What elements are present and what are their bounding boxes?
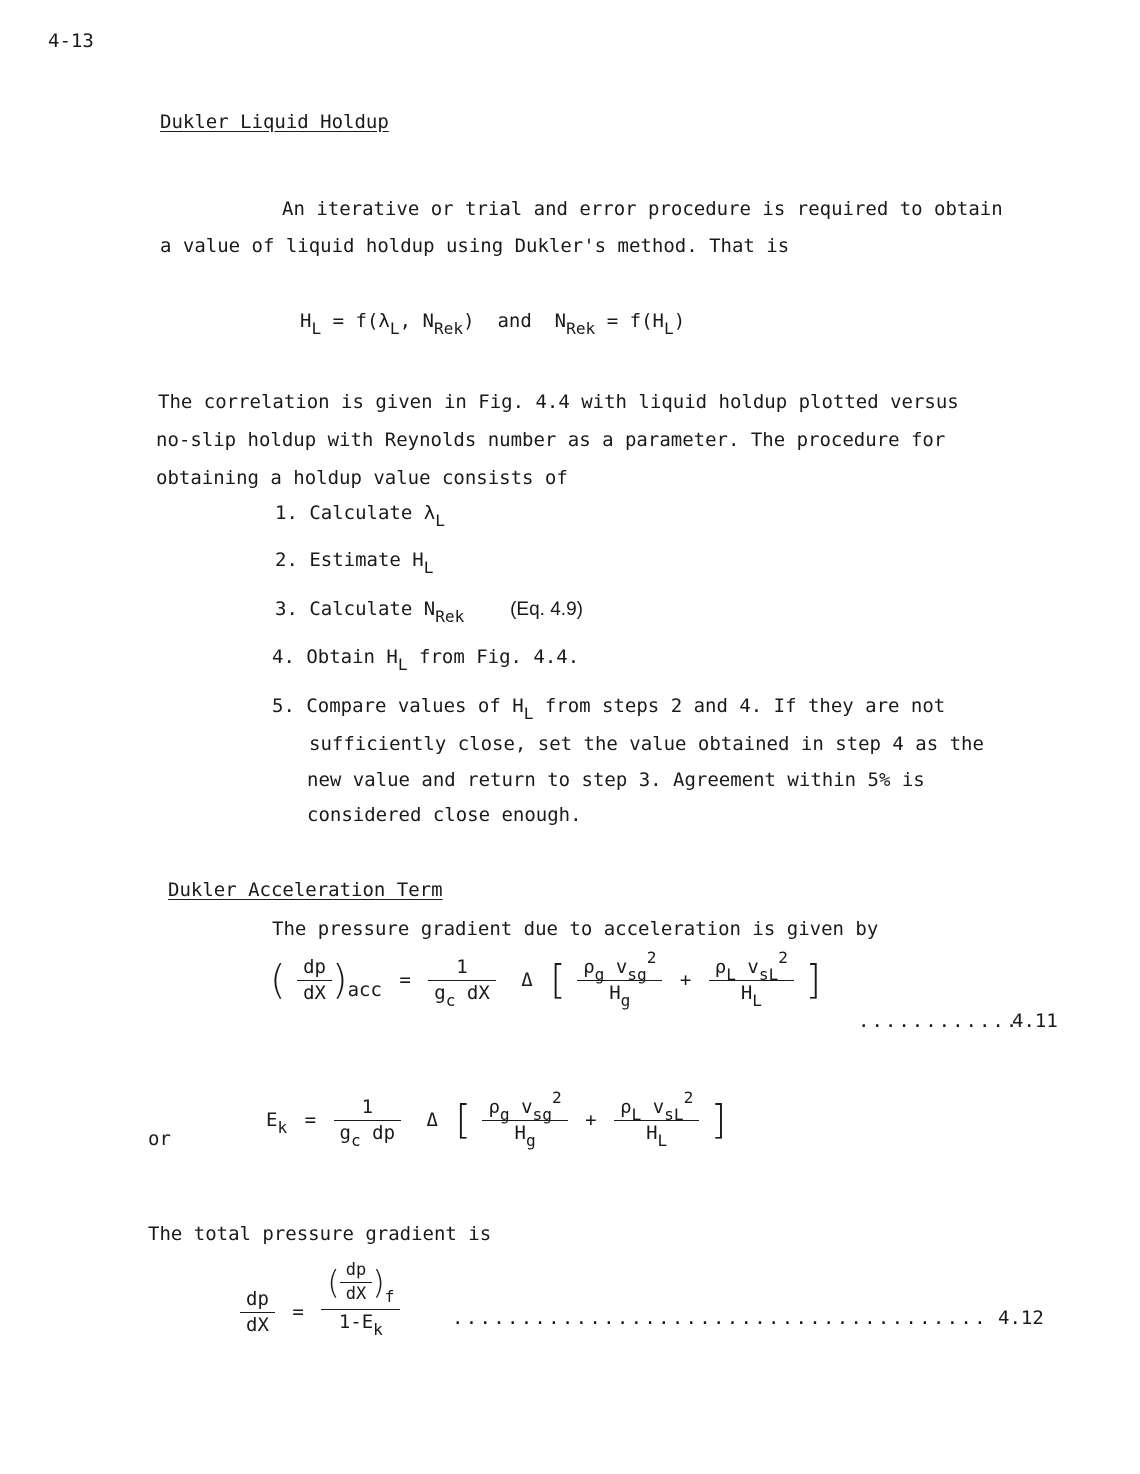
subscript: g xyxy=(620,991,631,1011)
symbol: E xyxy=(266,1109,278,1131)
bracket-open: [ xyxy=(550,957,566,1004)
fraction-1-gc-dX xyxy=(428,956,496,1011)
denominator xyxy=(577,981,662,1011)
equation-4-11 xyxy=(270,948,822,1011)
equation-number: 4.12 xyxy=(998,1307,1044,1329)
symbol: N xyxy=(554,310,567,332)
symbol: v xyxy=(747,956,759,978)
numerator: dp xyxy=(240,1290,275,1313)
subscript: Rek xyxy=(435,607,465,627)
numerator: dp xyxy=(340,1262,372,1283)
numerator xyxy=(577,948,662,985)
denominator: dX xyxy=(246,1314,269,1336)
paren-open: ( xyxy=(270,957,286,1004)
step-continuation: sufficiently close, set the value obtained in step 4 as the xyxy=(309,733,984,755)
paragraph-line: no-slip holdup with Reynolds number as a parameter. The procedure for xyxy=(156,429,946,451)
symbol: , xyxy=(399,310,412,332)
section-heading-acceleration-term: Dukler Acceleration Term xyxy=(168,879,443,901)
step-text: Calculate N xyxy=(309,598,436,620)
step-number: 3. xyxy=(275,598,298,620)
denominator xyxy=(334,1121,402,1151)
denominator: dX xyxy=(345,1283,367,1304)
equation-4-12 xyxy=(240,1258,400,1339)
step-text: Compare values of H xyxy=(306,695,524,717)
step-continuation: considered close enough. xyxy=(307,804,582,826)
subscript: sL xyxy=(664,1105,684,1125)
equation-ek xyxy=(266,1088,727,1151)
symbol: dX xyxy=(466,982,490,1004)
subscript: c xyxy=(445,991,456,1011)
paragraph-line: The total pressure gradient is xyxy=(148,1223,492,1245)
numerator: 1 xyxy=(334,1098,402,1121)
numerator xyxy=(321,1259,400,1310)
symbol: ρ xyxy=(620,1096,632,1118)
symbol: v xyxy=(615,956,628,978)
equation-leader-dots: ............ xyxy=(858,1010,1020,1032)
denominator xyxy=(614,1121,699,1151)
operator: = xyxy=(304,1109,317,1131)
equation-number: 4.11 xyxy=(1012,1010,1058,1032)
delta-symbol: Δ xyxy=(521,969,533,991)
symbol: f( xyxy=(355,310,379,332)
numerator: 1 xyxy=(428,958,496,981)
symbol: ρ xyxy=(488,1096,500,1118)
symbol: ) xyxy=(673,310,686,332)
symbol: v xyxy=(652,1096,665,1118)
step-after-text: from Fig. 4.4. xyxy=(419,646,580,668)
symbol: N xyxy=(422,310,434,332)
step-number: 4. xyxy=(272,646,295,668)
step-number: 5. xyxy=(272,695,295,717)
fraction-dp-dX xyxy=(240,1290,275,1335)
or-label: or xyxy=(148,1128,171,1150)
symbol: ) xyxy=(463,310,475,332)
subscript: sg xyxy=(532,1105,552,1125)
paragraph-line: The pressure gradient due to acceleration is given by xyxy=(272,918,879,940)
subscript-acc: acc xyxy=(347,979,382,1001)
fraction-gas-term xyxy=(577,948,662,1011)
subscript: g xyxy=(525,1131,536,1151)
operator: + xyxy=(679,969,692,991)
symbol: v xyxy=(521,1096,533,1118)
subscript: Rek xyxy=(566,319,596,339)
subscript: L xyxy=(663,319,674,339)
denominator xyxy=(321,1310,400,1339)
step-item xyxy=(272,646,580,675)
subscript: L xyxy=(657,1131,668,1151)
paragraph-line: obtaining a holdup value consists of xyxy=(156,467,568,489)
subscript: f xyxy=(384,1287,395,1307)
paragraph-line: a value of liquid holdup using Dukler's method. That is xyxy=(160,235,790,257)
step-item xyxy=(275,549,434,578)
holdup-relation xyxy=(300,310,686,339)
operator: + xyxy=(585,1109,597,1131)
step-number: 1. xyxy=(275,502,298,524)
subscript: k xyxy=(277,1118,288,1138)
paren-open: ( xyxy=(327,1263,340,1301)
numerator xyxy=(482,1088,567,1125)
symbol: H xyxy=(300,310,312,332)
symbol: f(H xyxy=(629,310,664,332)
subscript: g xyxy=(594,965,605,985)
subscript: L xyxy=(726,965,736,985)
symbol: H xyxy=(514,1122,526,1144)
numerator xyxy=(709,948,794,985)
section-heading-liquid-holdup: Dukler Liquid Holdup xyxy=(160,111,389,133)
step-text: Calculate λ xyxy=(309,502,436,524)
operator: = xyxy=(292,1301,304,1323)
subscript: L xyxy=(311,319,322,339)
paren-close: ) xyxy=(372,1263,385,1301)
symbol: g xyxy=(434,982,446,1004)
step-reference: (Eq. 4.9) xyxy=(510,599,583,620)
fraction-dp-dX xyxy=(340,1259,372,1304)
bracket-close: ] xyxy=(710,1097,727,1144)
step-item xyxy=(275,502,445,531)
superscript: 2 xyxy=(778,948,789,968)
symbol: H xyxy=(646,1122,658,1144)
numerator: dp xyxy=(297,958,332,981)
operator: = xyxy=(332,310,345,332)
delta-symbol: Δ xyxy=(426,1109,438,1131)
subscript: k xyxy=(373,1319,383,1339)
page-number: 4-13 xyxy=(48,30,94,52)
operator: = xyxy=(606,310,619,332)
denominator xyxy=(428,981,496,1011)
symbol: H xyxy=(609,982,621,1004)
ek-symbol xyxy=(266,1109,288,1138)
subscript: c xyxy=(350,1131,361,1151)
subscript: sL xyxy=(758,965,779,985)
symbol: λ xyxy=(378,310,390,332)
paragraph-line: An iterative or trial and error procedure is required to obtain xyxy=(282,198,1003,220)
bracket-open: [ xyxy=(455,1097,472,1144)
conjunction: and xyxy=(497,310,532,332)
fraction-liquid-term xyxy=(614,1088,699,1151)
fraction-gas-term xyxy=(482,1088,567,1151)
subscript: L xyxy=(389,319,400,339)
fraction-dp-dX xyxy=(297,958,332,1003)
symbol: ρ xyxy=(714,956,727,978)
step-item xyxy=(272,695,946,724)
paragraph-line: The correlation is given in Fig. 4.4 with liquid holdup plotted versus xyxy=(158,391,959,413)
subscript: Rek xyxy=(433,319,464,339)
subscript: L xyxy=(631,1105,642,1125)
step-text: Estimate H xyxy=(309,549,424,571)
superscript: 2 xyxy=(551,1088,562,1108)
step-continuation: new value and return to step 3. Agreement within 5% is xyxy=(307,769,925,791)
denominator xyxy=(709,981,794,1011)
symbol: 1-E xyxy=(338,1310,374,1333)
subscript: g xyxy=(499,1105,510,1125)
step-number: 2. xyxy=(275,549,298,571)
step-after-text: from steps 2 and 4. If they are not xyxy=(544,695,946,717)
bracket-close: ] xyxy=(805,957,822,1004)
denominator xyxy=(482,1121,567,1151)
numerator xyxy=(614,1088,699,1125)
fraction-1-gc-dp xyxy=(334,1096,402,1151)
fraction-friction-over-1-ek xyxy=(321,1259,400,1339)
superscript: 2 xyxy=(646,948,657,968)
symbol: g xyxy=(339,1122,351,1144)
paren-close: ) xyxy=(331,957,348,1004)
subscript: sg xyxy=(627,965,647,985)
step-item xyxy=(275,598,583,627)
operator: = xyxy=(399,969,411,991)
subscript: L xyxy=(423,558,434,578)
superscript: 2 xyxy=(683,1088,694,1108)
symbol: dp xyxy=(372,1122,396,1144)
step-text: Obtain H xyxy=(306,646,398,668)
symbol: ρ xyxy=(583,956,595,978)
subscript: L xyxy=(435,511,445,531)
fraction-liquid-term xyxy=(709,948,794,1011)
denominator: dX xyxy=(303,982,326,1004)
subscript: L xyxy=(523,704,534,724)
equation-leader-dots: ....................................... xyxy=(452,1307,988,1329)
subscript: L xyxy=(397,655,408,675)
subscript: L xyxy=(752,991,762,1011)
symbol: H xyxy=(740,982,753,1004)
